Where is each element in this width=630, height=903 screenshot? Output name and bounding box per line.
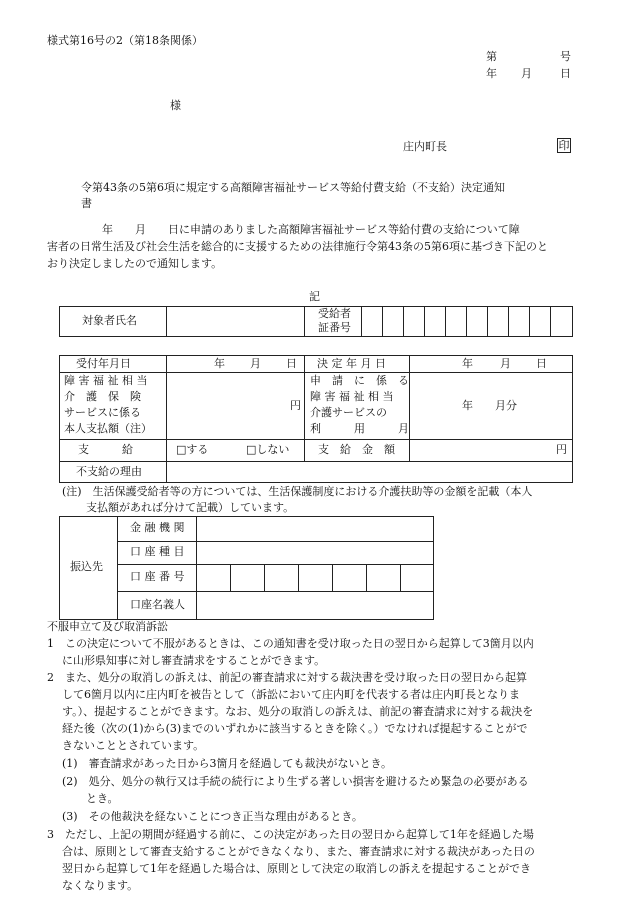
decided-day: 日 — [536, 357, 547, 370]
form-number: 様式第16号の2（第18条関係） — [47, 34, 203, 47]
bank-table — [59, 516, 434, 620]
issuer-name: 庄内町長 — [403, 140, 447, 153]
intro-line1: 年 月 日に申請のありました高額障害福祉サービス等給付費の支給について障 — [47, 223, 520, 236]
self-pay-label-1: 障 害 福 祉 相 当 — [64, 374, 148, 387]
ki-heading: 記 — [309, 290, 320, 303]
applied-year-month: 年 月分 — [462, 399, 517, 412]
applied-month-label-2: 障 害 福 祉 相 当 — [310, 390, 394, 403]
appeal-p2-line4: 経た後（次の(1)から(3)までのいずれかに該当するときを除く。）でなければ提起することがで — [62, 722, 528, 735]
appeal-p1-line2: に山形県知事に対し審査請求をすることができます。 — [62, 654, 326, 667]
payment-amount-label: 支 給 金 額 — [318, 443, 395, 456]
account-holder-label: 口座名義人 — [130, 598, 185, 611]
appeal-sub2-line1: (2) 処分、処分の執行又は手続の続行により生ずる著しい損害を避けるため緊急の必要がある — [62, 775, 529, 788]
decided-year: 年 — [462, 357, 473, 370]
appeal-p1-line1: 1 この決定について不服があるときは、この通知書を受け取った日の翌日から起算して3箇月以内 — [47, 637, 534, 650]
applied-month-label-4: 利 用 月 — [310, 422, 409, 435]
self-pay-label-3: サービスに係る — [64, 406, 141, 419]
self-pay-label-2: 介 護 保 険 — [64, 390, 141, 403]
payment-do-checkbox: □する — [176, 443, 209, 456]
appeal-sub2-line2: とき。 — [86, 792, 119, 805]
appeal-p2-line3: す。）、提起することができます。なお、処分の取消しの訴えは、前記の審査請求に対する裁決を — [62, 705, 534, 718]
issue-date-day: 日 — [560, 67, 571, 80]
seal-mark: 印 — [558, 139, 570, 152]
issue-date-year: 年 — [486, 67, 497, 80]
intro-line2: 害者の日常生活及び社会生活を総合的に支援するための法律施行令第43条の5第6項に基づき下記のと — [47, 240, 548, 253]
appeal-sub1: (1) 審査請求があった日から3箇月を経過しても裁決がないとき。 — [62, 757, 393, 770]
note-line1: (注) 生活保護受給者等の方については、生活保護制度における介護扶助等の金額を記載（本人 — [62, 485, 533, 498]
recipient-honorific: 様 — [170, 99, 181, 112]
appeal-heading: 不服申立て及び取消訴訟 — [47, 620, 168, 633]
doc-number-go: 号 — [560, 50, 571, 63]
issue-date-month: 月 — [521, 67, 532, 80]
account-number-label: 口 座 番 号 — [130, 570, 185, 583]
non-payment-reason-label: 不支給の理由 — [76, 465, 142, 478]
subject-name-label: 対象者氏名 — [82, 314, 137, 327]
doc-title-line2: 書 — [81, 197, 92, 210]
note-line2: 支払額があれば分けて記載）しています。 — [86, 501, 295, 514]
received-day: 日 — [286, 357, 297, 370]
bank-institution-label: 金 融 機 関 — [130, 521, 185, 534]
appeal-p2-line2: して6箇月以内に庄内町を被告として（訴訟において庄内町を代表する者は庄内町長となりま — [62, 688, 520, 701]
applied-month-label-1: 申 請 に 係 る — [310, 374, 409, 387]
received-month: 月 — [250, 357, 261, 370]
received-date-label: 受付年月日 — [76, 357, 131, 370]
appeal-p2-line5: きないこととされています。 — [62, 739, 205, 752]
doc-number-dai: 第 — [486, 50, 497, 63]
appeal-p3-line2: 合は、原則として審査支給することができなくなり、また、審査請求に対する裁決があった日の — [62, 845, 535, 858]
payment-label: 支 給 — [78, 443, 133, 456]
account-type-label: 口 座 種 目 — [130, 545, 185, 558]
doc-title-line1: 令第43条の5第6項に規定する高額障害福祉サービス等給付費支給（不支給）決定通知 — [81, 181, 505, 194]
appeal-p3-line1: 3 ただし、上記の期間が経過する前に、この決定があった日の翌日から起算して1年を経過した場 — [47, 828, 534, 841]
received-year: 年 — [214, 357, 225, 370]
self-pay-label-4: 本人支払額（注） — [64, 422, 152, 435]
appeal-p3-line3: 翌日から起算して1年を経過した場合は、原則として決定の取消しの訴えを提起することができ — [62, 862, 531, 875]
appeal-p3-line4: なくなります。 — [62, 879, 139, 892]
decided-month: 月 — [500, 357, 511, 370]
transfer-to-label: 振込先 — [70, 560, 103, 573]
payment-amount-yen: 円 — [556, 443, 567, 456]
payment-dont-checkbox: □しない — [246, 443, 290, 456]
cert-no-label-2: 証番号 — [318, 321, 351, 334]
applied-month-label-3: 介護サービスの — [310, 406, 387, 419]
self-pay-yen: 円 — [290, 399, 301, 412]
intro-line3: おり決定しましたので通知します。 — [47, 257, 223, 270]
appeal-sub3: (3) その他裁決を経ないことにつき正当な理由があるとき。 — [62, 810, 363, 823]
appeal-p2-line1: 2 また、処分の取消しの訴えは、前記の審査請求に対する裁決書を受け取った日の翌日から起算 — [47, 671, 527, 684]
decided-date-label: 決 定 年 月 日 — [317, 357, 386, 370]
cert-no-label-1: 受給者 — [318, 307, 351, 320]
